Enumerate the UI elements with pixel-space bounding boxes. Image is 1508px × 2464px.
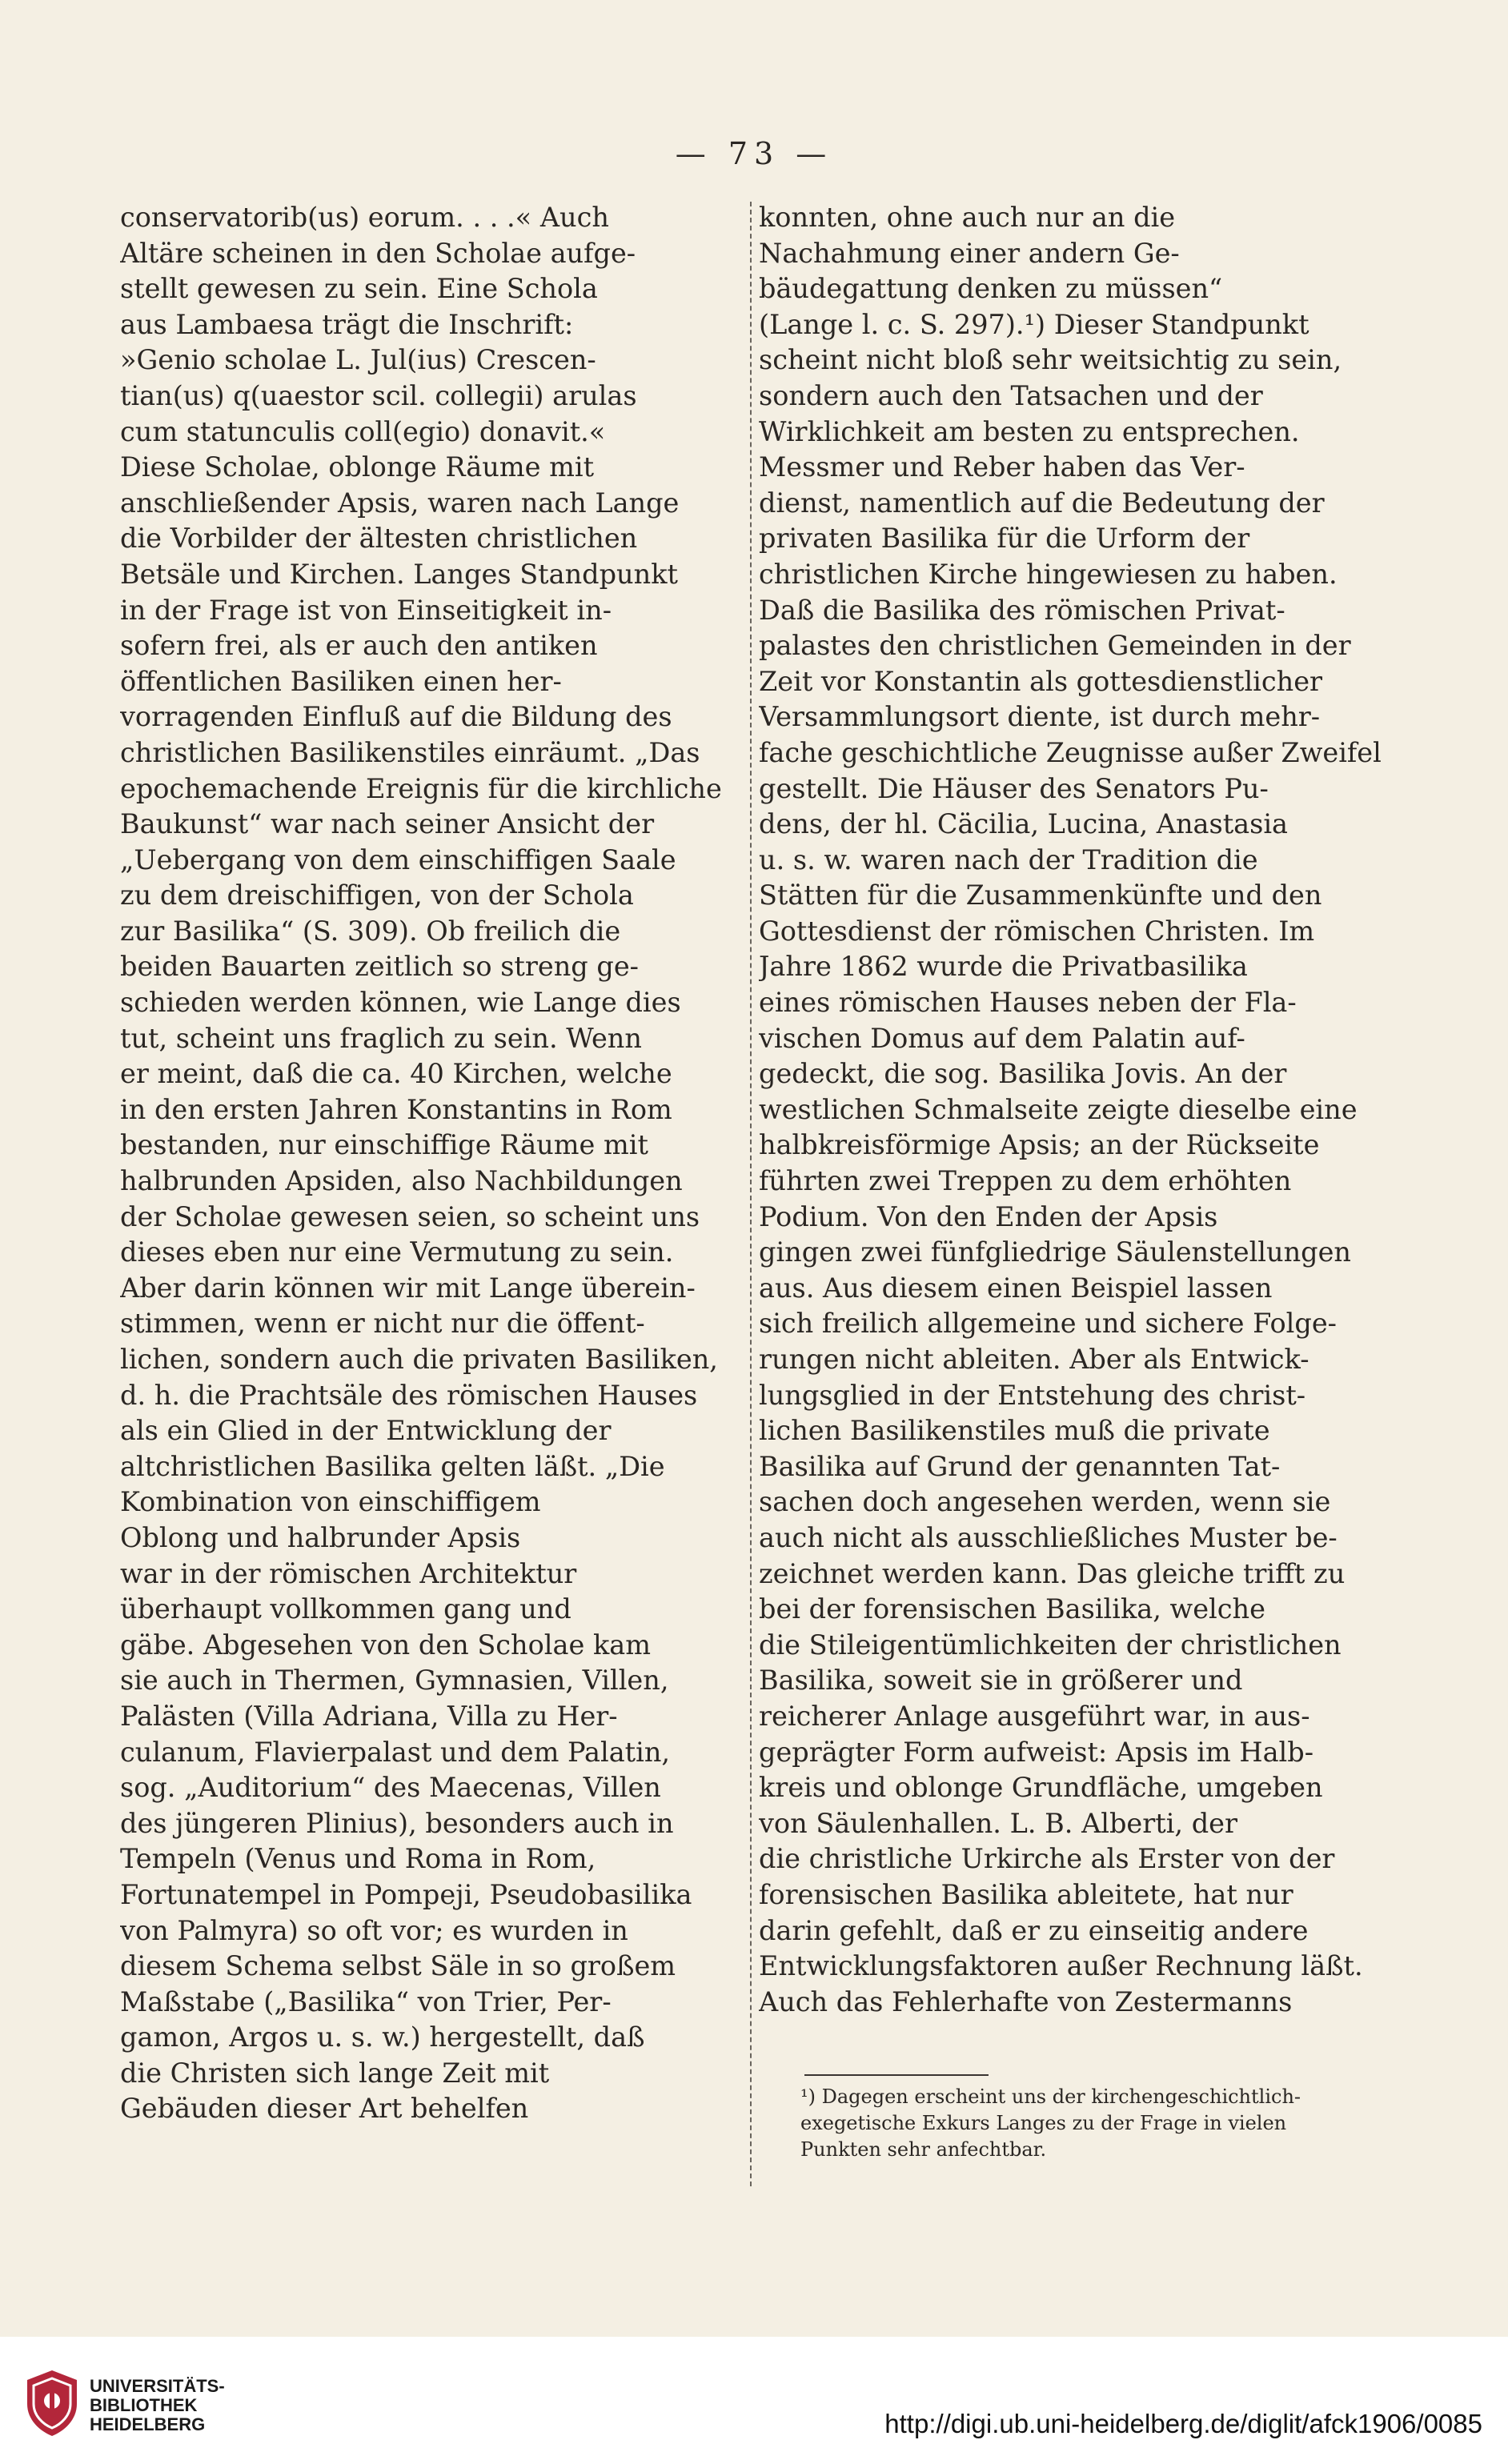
text-line: führten zwei Treppen zu dem erhöhten [759, 1165, 1292, 1197]
text-line: Betsäle und Kirchen. Langes Standpunkt [120, 558, 678, 590]
text-line: Entwicklungsfaktoren außer Rechnung läßt. [759, 1950, 1363, 1982]
text-line: die Christen sich lange Zeit mit [120, 2057, 550, 2089]
text-line: aus. Aus diesem einen Beispiel lassen [759, 1272, 1273, 1304]
text-line: Wirklichkeit am besten zu entsprechen. [759, 415, 1300, 447]
text-line: u. s. w. waren nach der Tradition die [759, 843, 1258, 875]
text-line: öffentlichen Basiliken einen her- [120, 665, 562, 697]
text-line: kreis und oblonge Grundfläche, umgeben [759, 1772, 1323, 1804]
text-line: halbrunden Apsiden, also Nachbildungen [120, 1165, 683, 1197]
text-line: war in der römischen Architektur [120, 1557, 577, 1589]
text-line: Auch das Fehlerhafte von Zestermanns [759, 1985, 1293, 2017]
text-line: von Palmyra) so oft vor; es wurden in [120, 1914, 628, 1946]
text-line: die Vorbilder der ältesten christlichen [120, 523, 638, 555]
text-line: tut, scheint uns fraglich zu sein. Wenn [120, 1022, 642, 1054]
text-line: Kombination von einschiffigem [120, 1486, 541, 1518]
text-line: epochemachende Ereignis für die kirchliche [120, 772, 722, 804]
text-line: culanum, Flavierpalast und dem Palatin, [120, 1736, 671, 1768]
text-line: halbkreisförmige Apsis; an der Rückseite [759, 1129, 1320, 1161]
text-line: cum statunculis coll(egio) donavit.« [120, 415, 606, 447]
text-line: Versammlungsort diente, ist durch mehr- [759, 701, 1321, 733]
text-line: dens, der hl. Cäcilia, Lucina, Anastasia [759, 808, 1289, 840]
text-line: Baukunst“ war nach seiner Ansicht der [120, 808, 655, 840]
text-line: altchristlichen Basilika gelten läßt. „Die [120, 1450, 665, 1482]
text-line: sog. „Auditorium“ des Maecenas, Villen [120, 1772, 661, 1804]
text-line: westlichen Schmalseite zeigte dieselbe eine [759, 1093, 1358, 1125]
text-line: »Genio scholae L. Jul(ius) Crescen- [120, 344, 596, 376]
library-name-line-1: UNIVERSITÄTS- [90, 2376, 225, 2396]
text-line: Basilika, soweit sie in größerer und [759, 1665, 1243, 1697]
text-line: bei der forensischen Basilika, welche [759, 1593, 1265, 1625]
text-line: Fortunatempel in Pompeji, Pseudobasilika [120, 1878, 692, 1910]
text-line: reicherer Anlage ausgeführt war, in aus- [759, 1700, 1310, 1732]
library-name [90, 2377, 225, 2434]
text-line: Jahre 1862 wurde die Privatbasilika [759, 951, 1248, 983]
text-line: tian(us) q(uaestor scil. collegii) arulas [120, 379, 637, 411]
text-line: zu dem dreischiffigen, von der Schola [120, 879, 634, 911]
text-line: (Lange l. c. S. 297).¹) Dieser Standpunkt [759, 308, 1309, 340]
text-line: lichen, sondern auch die privaten Basiliken, [120, 1344, 718, 1375]
text-line: von Säulenhallen. L. B. Alberti, der [759, 1807, 1238, 1839]
text-line: Daß die Basilika des römischen Privat- [759, 594, 1285, 626]
text-line: die Stileigentümlichkeiten der christlichen [759, 1629, 1342, 1661]
text-line: Gebäuden dieser Art behelfen [120, 2093, 529, 2125]
text-line: überhaupt vollkommen gang und [120, 1593, 572, 1625]
text-line: Zeit vor Konstantin als gottesdienstlicher [759, 665, 1323, 697]
text-line: zeichnet werden kann. Das gleiche trifft zu [759, 1557, 1346, 1589]
text-line: zur Basilika“ (S. 309). Ob freilich die [120, 915, 621, 947]
text-line: Diese Scholae, oblonge Räume mit [120, 451, 595, 483]
text-line: sondern auch den Tatsachen und der [759, 379, 1263, 411]
text-line: christlichen Basilikenstiles einräumt. „Das [120, 736, 700, 768]
text-line: eines römischen Hauses neben der Fla- [759, 987, 1297, 1019]
text-line: dienst, namentlich auf die Bedeutung der [759, 487, 1325, 519]
right-column [759, 200, 1391, 2020]
text-line: Aber darin können wir mit Lange überein- [120, 1272, 696, 1304]
text-line: dieses eben nur eine Vermutung zu sein. [120, 1236, 674, 1268]
text-line: der Scholae gewesen seien, so scheint uns [120, 1200, 700, 1232]
text-line: lungsglied in der Entstehung des christ- [759, 1379, 1306, 1411]
column-divider [750, 202, 752, 2186]
text-line: rungen nicht ableiten. Aber als Entwick- [759, 1344, 1309, 1375]
text-line: Oblong und halbrunder Apsis [120, 1521, 521, 1553]
text-line: Nachahmung einer andern Ge- [759, 237, 1180, 269]
footer-bar [0, 2337, 1508, 2464]
text-line: in den ersten Jahren Konstantins in Rom [120, 1093, 672, 1125]
heidelberg-university-seal-icon [24, 2369, 80, 2438]
text-line: darin gefehlt, daß er zu einseitig andere [759, 1914, 1309, 1946]
footnote-line: exegetische Exkurs Langes zu der Frage in vielen [800, 2112, 1287, 2134]
text-line: palastes den christlichen Gemeinden in der [759, 630, 1351, 662]
text-line: vischen Domus auf dem Palatin auf- [759, 1022, 1245, 1054]
text-line: geprägter Form aufweist: Apsis im Halb- [759, 1736, 1314, 1768]
text-line: Podium. Von den Enden der Apsis [759, 1200, 1218, 1232]
text-line: gäbe. Abgesehen von den Scholae kam [120, 1629, 651, 1661]
text-line: Gottesdienst der römischen Christen. Im [759, 915, 1315, 947]
text-line: sachen doch angesehen werden, wenn sie [759, 1486, 1331, 1518]
text-line: Tempeln (Venus und Roma in Rom, [120, 1843, 596, 1875]
text-line: bäudegattung denken zu müssen“ [759, 273, 1223, 305]
text-line: des jüngeren Plinius), besonders auch in [120, 1807, 674, 1839]
footnote-rule [804, 2074, 989, 2076]
text-line: beiden Bauarten zeitlich so streng ge- [120, 951, 639, 983]
text-line: Palästen (Villa Adriana, Villa zu Her- [120, 1700, 618, 1732]
text-line: d. h. die Prachtsäle des römischen Hauses [120, 1379, 698, 1411]
text-line: er meint, daß die ca. 40 Kirchen, welche [120, 1058, 672, 1090]
text-line: stellt gewesen zu sein. Eine Schola [120, 273, 598, 305]
footnote-line: ¹) Dagegen erscheint uns der kirchengeschichtlich- [800, 2085, 1301, 2108]
text-line: Messmer und Reber haben das Ver- [759, 451, 1245, 483]
text-line: vorragenden Einfluß auf die Bildung des [120, 701, 672, 733]
text-line: schieden werden können, wie Lange dies [120, 987, 681, 1019]
text-line: diesem Schema selbst Säle in so großem [120, 1950, 676, 1982]
left-column [120, 200, 744, 2127]
permalink-url[interactable]: http://digi.ub.uni-heidelberg.de/diglit/afck1906/0085 [884, 2409, 1482, 2438]
text-line: Maßstabe („Basilika“ von Trier, Per- [120, 1985, 612, 2017]
text-line: aus Lambaesa trägt die Inschrift: [120, 308, 574, 340]
text-line: sich freilich allgemeine und sichere Folge- [759, 1308, 1337, 1340]
text-line: conservatorib(us) eorum. . . .« Auch [120, 202, 609, 233]
text-line: „Uebergang von dem einschiffigen Saale [120, 843, 676, 875]
text-line: gingen zwei fünfgliedrige Säulenstellungen [759, 1236, 1351, 1268]
text-line: Stätten für die Zusammenkünfte und den [759, 879, 1322, 911]
footnote-line: Punkten sehr anfechtbar. [800, 2138, 1047, 2161]
text-line: anschließender Apsis, waren nach Lange [120, 487, 680, 519]
text-line: sofern frei, als er auch den antiken [120, 630, 598, 662]
text-line: auch nicht als ausschließliches Muster be- [759, 1521, 1338, 1553]
text-line: fache geschichtliche Zeugnisse außer Zweifel [759, 736, 1382, 768]
text-line: gamon, Argos u. s. w.) hergestellt, daß [120, 2021, 645, 2053]
page-number: — 73 — [675, 136, 833, 171]
library-name-line-2: BIBLIOTHEK [90, 2395, 198, 2415]
text-line: christlichen Kirche hingewiesen zu haben. [759, 558, 1338, 590]
text-line: bestanden, nur einschiffige Räume mit [120, 1129, 648, 1161]
text-line: als ein Glied in der Entwicklung der [120, 1415, 612, 1447]
text-line: Altäre scheinen in den Scholae aufge- [120, 237, 636, 269]
library-name-line-3: HEIDELBERG [90, 2414, 206, 2434]
text-line: die christliche Urkirche als Erster von der [759, 1843, 1335, 1875]
text-line: stimmen, wenn er nicht nur die öffent- [120, 1308, 645, 1340]
text-line: in der Frage ist von Einseitigkeit in- [120, 594, 612, 626]
text-line: Basilika auf Grund der genannten Tat- [759, 1450, 1281, 1482]
text-line: lichen Basilikenstiles muß die private [759, 1415, 1270, 1447]
text-line: sie auch in Thermen, Gymnasien, Villen, [120, 1665, 669, 1697]
footnotes [800, 2084, 1385, 2163]
text-line: privaten Basilika für die Urform der [759, 523, 1250, 555]
text-line: gedeckt, die sog. Basilika Jovis. An der [759, 1058, 1287, 1090]
text-line: gestellt. Die Häuser des Senators Pu- [759, 772, 1269, 804]
text-line: konnten, ohne auch nur an die [759, 202, 1176, 233]
text-line: forensischen Basilika ableitete, hat nur [759, 1878, 1293, 1910]
text-line: scheint nicht bloß sehr weitsichtig zu sein, [759, 344, 1342, 376]
